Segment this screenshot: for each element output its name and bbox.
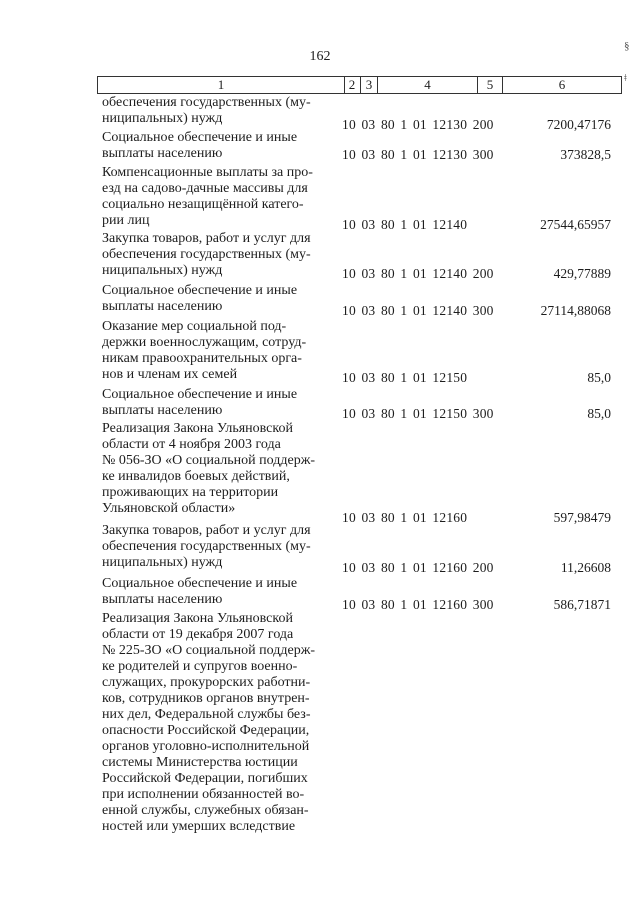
description-line: выплаты населению <box>102 299 223 314</box>
row-codes: 10 03 80 1 01 12160 200 <box>342 560 494 575</box>
description-line: социально незащищённой катего- <box>102 197 304 212</box>
description-line: опасности Российской Федерации, <box>102 723 310 738</box>
description-line: Социальное обеспечение и иные <box>102 130 298 145</box>
row-codes: 10 03 80 1 01 12140 300 <box>342 303 494 318</box>
row-amount: 11,26608 <box>560 560 611 575</box>
description-line: Реализация Закона Ульяновской <box>102 611 293 626</box>
description-line: органов уголовно-исполнительной <box>102 739 310 754</box>
description-line: Закупка товаров, работ и услуг для <box>102 231 311 246</box>
description-line: при исполнении обязанностей во- <box>102 787 305 802</box>
description-line: системы Министерства юстиции <box>102 755 298 770</box>
row-amount: 373828,5 <box>560 147 611 162</box>
description-line: № 056-ЗО «О социальной поддерж- <box>102 453 316 468</box>
description-line: Ульяновской области» <box>102 501 236 516</box>
description-line: Закупка товаров, работ и услуг для <box>102 523 311 538</box>
row-codes: 10 03 80 1 01 12140 200 <box>342 266 494 281</box>
row-codes: 10 03 80 1 01 12130 200 <box>342 117 494 132</box>
description-line: Реализация Закона Ульяновской <box>102 421 293 436</box>
description-line: обеспечения государственных (му- <box>102 539 311 554</box>
margin-mark-top: § <box>624 40 630 52</box>
description-line: ниципальных) нужд <box>102 555 223 570</box>
description-line: обеспечения государственных (му- <box>102 95 311 110</box>
description-line: проживающих на территории <box>102 485 279 500</box>
description-line: обеспечения государственных (му- <box>102 247 311 262</box>
description-line: ков, сотрудников органов внутрен- <box>102 691 310 706</box>
description-line: енной службы, служебных обязан- <box>102 803 309 818</box>
description-line: Социальное обеспечение и иные <box>102 387 298 402</box>
description-line: ностей или умерших вследствие <box>102 819 296 834</box>
header-col-2: 2 <box>344 76 361 94</box>
row-description <box>102 283 331 315</box>
description-line: нов и членам их семей <box>102 367 238 382</box>
row-codes: 10 03 80 1 01 12160 300 <box>342 597 494 612</box>
description-line: езд на садово-дачные массивы для <box>102 181 308 196</box>
row-description <box>102 523 331 571</box>
description-line: ниципальных) нужд <box>102 263 223 278</box>
description-line: ниципальных) нужд <box>102 111 223 126</box>
row-amount: 429,77889 <box>553 266 611 281</box>
description-line: выплаты населению <box>102 403 223 418</box>
description-line: выплаты населению <box>102 146 223 161</box>
header-col-3: 3 <box>361 76 378 94</box>
description-line: Социальное обеспечение и иные <box>102 576 298 591</box>
description-line: служащих, прокурорских работни- <box>102 675 311 690</box>
row-codes: 10 03 80 1 01 12160 <box>342 510 468 525</box>
row-amount: 27544,65957 <box>540 217 611 232</box>
description-line: Российской Федерации, погибших <box>102 771 308 786</box>
row-description <box>102 611 331 835</box>
row-codes: 10 03 80 1 01 12150 300 <box>342 406 494 421</box>
row-description <box>102 576 331 608</box>
description-line: ке родителей и супругов военно- <box>102 659 298 674</box>
row-amount: 27114,88068 <box>540 303 611 318</box>
header-col-1: 1 <box>97 76 345 94</box>
description-line: Оказание мер социальной под- <box>102 319 287 334</box>
description-line: рии лиц <box>102 213 150 228</box>
row-description <box>102 165 331 229</box>
row-codes: 10 03 80 1 01 12140 <box>342 217 468 232</box>
row-description <box>102 319 331 383</box>
description-line: них дел, Федеральной службы без- <box>102 707 311 722</box>
row-description <box>102 421 331 517</box>
header-col-4: 4 <box>378 76 478 94</box>
row-codes: 10 03 80 1 01 12150 <box>342 370 468 385</box>
row-amount: 85,0 <box>587 406 611 421</box>
description-line: области от 4 ноября 2003 года <box>102 437 281 452</box>
description-line: выплаты населению <box>102 592 223 607</box>
margin-mark-side: ǂ <box>624 72 627 84</box>
description-line: области от 19 декабря 2007 года <box>102 627 294 642</box>
page-number: 162 <box>309 49 331 64</box>
row-description <box>102 130 331 162</box>
table-header <box>97 76 622 94</box>
row-codes: 10 03 80 1 01 12130 300 <box>342 147 494 162</box>
row-amount: 7200,47176 <box>546 117 611 132</box>
description-line: Социальное обеспечение и иные <box>102 283 298 298</box>
header-col-6: 6 <box>503 76 622 94</box>
row-description <box>102 231 331 279</box>
description-line: ке инвалидов боевых действий, <box>102 469 290 484</box>
row-description <box>102 387 331 419</box>
description-line: никам правоохранительных орга- <box>102 351 302 366</box>
description-line: держки военнослужащим, сотруд- <box>102 335 307 350</box>
row-amount: 85,0 <box>587 370 611 385</box>
row-amount: 597,98479 <box>553 510 611 525</box>
row-description <box>102 95 331 127</box>
description-line: Компенсационные выплаты за про- <box>102 165 313 180</box>
description-line: № 225-ЗО «О социальной поддерж- <box>102 643 316 658</box>
row-amount: 586,71871 <box>553 597 611 612</box>
header-col-5: 5 <box>478 76 503 94</box>
